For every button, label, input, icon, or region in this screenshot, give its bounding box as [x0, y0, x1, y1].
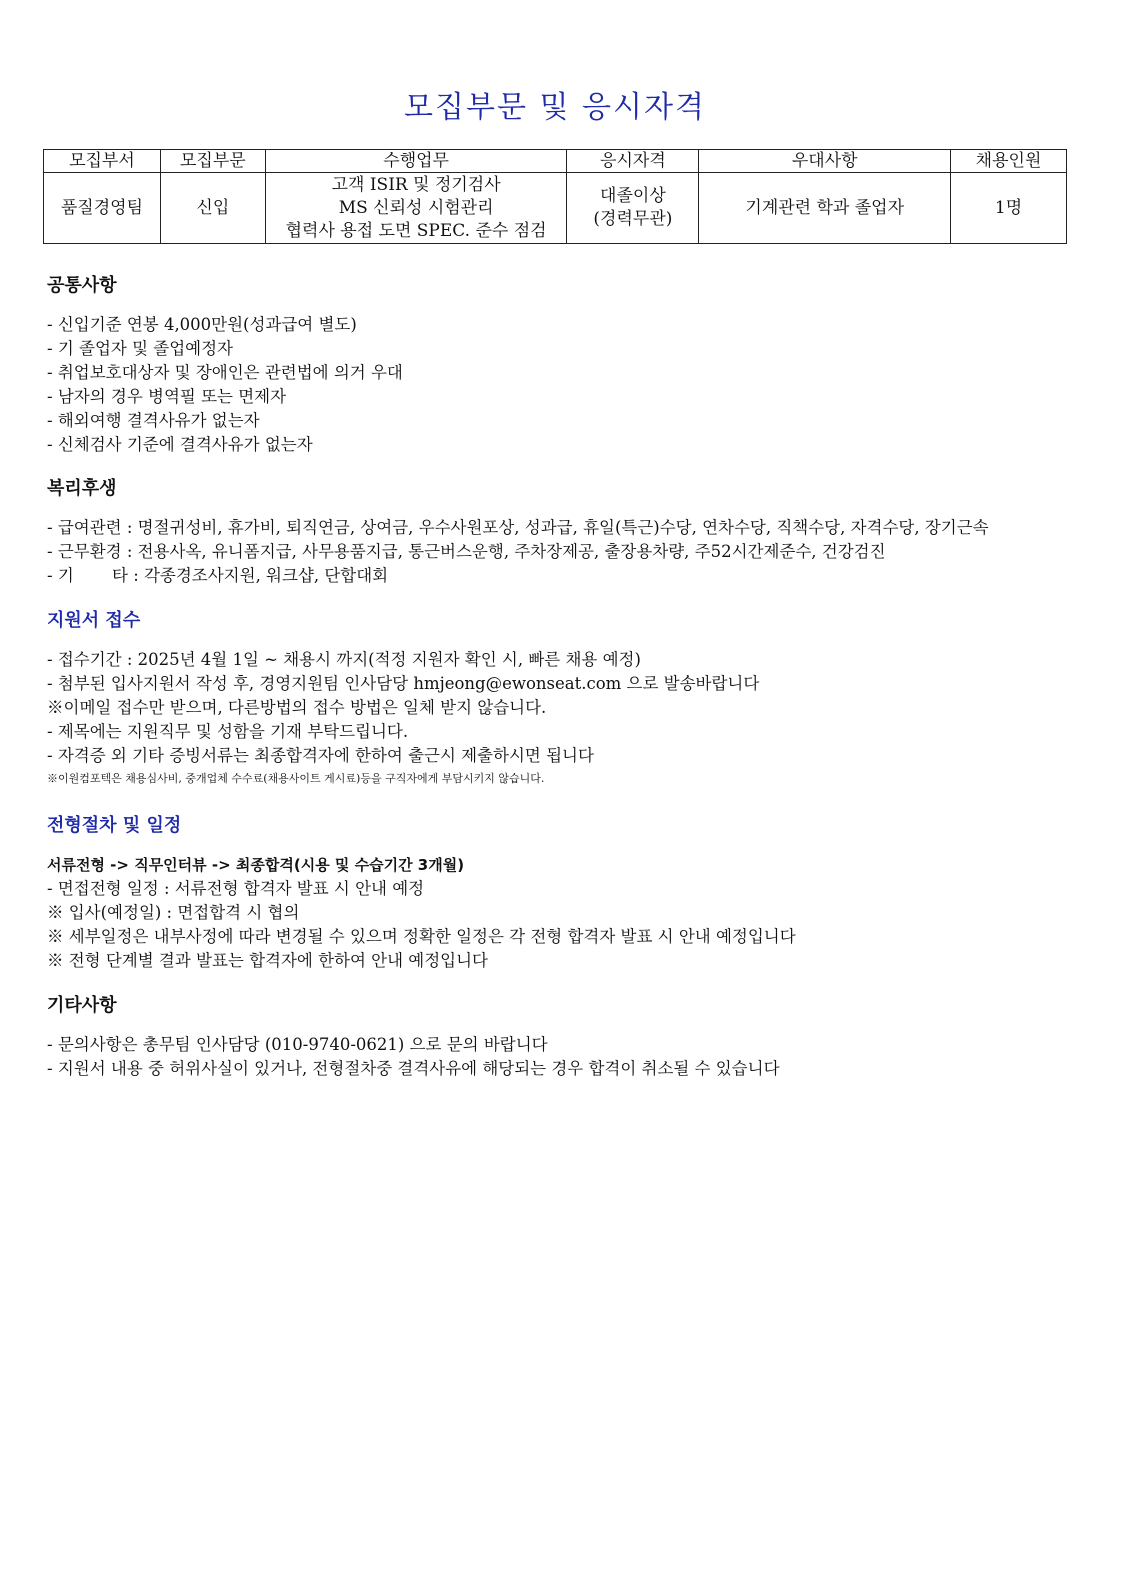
qualification-line: (경력무관): [593, 209, 673, 229]
section-title-apply: 지원서 접수: [47, 610, 141, 631]
list-item: - 기 졸업자 및 졸업예정자: [47, 339, 233, 358]
duty-line: 고객 ISIR 및 정기검사: [331, 174, 501, 195]
header-headcount: 채용인원: [951, 150, 1067, 173]
apply-note: ※이원컴포텍은 채용심사비, 중개업체 수수료(채용사이트 게시료)등을 구직자에게 부담시키지 않습니다.: [47, 772, 545, 785]
list-item: ※ 세부일정은 내부사정에 따라 변경될 수 있으며 정확한 일정은 각 전형 합격자 발표 시 안내 예정입니다: [47, 927, 796, 946]
list-item: ※ 전형 단계별 결과 발표는 합격자에 한하여 안내 예정입니다: [47, 951, 488, 970]
page-title: 모집부문 및 응시자격: [404, 90, 706, 125]
recruitment-table: [43, 149, 1067, 244]
list-item: ※ 입사(예정일) : 면접합격 시 협의: [47, 903, 300, 922]
header-dept: 모집부서: [44, 150, 161, 173]
cell-dept: 품질경영팀: [44, 173, 161, 244]
list-item: - 해외여행 결격사유가 없는자: [47, 411, 260, 430]
cell-headcount: 1명: [951, 173, 1067, 244]
list-item: - 기 타 : 각종경조사지원, 워크샵, 단합대회: [47, 566, 389, 585]
table-header-row: [44, 150, 1067, 173]
list-item: - 첨부된 입사지원서 작성 후, 경영지원팀 인사담당 hmjeong@ewonseat.com 으로 발송바랍니다: [47, 674, 760, 693]
section-title-welfare: 복리후생: [47, 478, 117, 499]
process-flow: 서류전형 -> 직무인터뷰 -> 최종합격(시용 및 수습기간 3개월): [47, 856, 465, 874]
list-item: - 문의사항은 총무팀 인사담당 (010-9740-0621) 으로 문의 바랍니다: [47, 1035, 548, 1054]
duty-line: MS 신뢰성 시험관리: [338, 197, 494, 218]
cell-type: 신입: [160, 173, 265, 244]
list-item: - 급여관련 : 명절귀성비, 휴가비, 퇴직연금, 상여금, 우수사원포상, 성과급, 휴일(특근)수당, 연차수당, 직책수당, 자격수당, 장기근속: [47, 518, 989, 537]
cell-duties: [265, 173, 567, 244]
section-apply: [47, 606, 1067, 790]
list-item: - 남자의 경우 병역필 또는 면제자: [47, 387, 287, 406]
list-item: - 면접전형 일정 : 서류전형 합격자 발표 시 안내 예정: [47, 879, 425, 898]
section-process: [47, 811, 1067, 973]
list-item: - 접수기간 : 2025년 4월 1일 ~ 채용시 까지(적정 지원자 확인 시, 빠른 채용 예정): [47, 650, 641, 669]
header-preference: 우대사항: [699, 150, 951, 173]
list-item: - 신체검사 기준에 결격사유가 없는자: [47, 435, 313, 454]
cell-qualification: [567, 173, 699, 244]
list-item: - 지원서 내용 중 허위사실이 있거나, 전형절차중 결격사유에 해당되는 경우 합격이 취소될 수 있습니다: [47, 1059, 780, 1078]
list-item: - 자격증 외 기타 증빙서류는 최종합격자에 한하여 출근시 제출하시면 됩니다: [47, 746, 594, 765]
list-item: - 취업보호대상자 및 장애인은 관련법에 의거 우대: [47, 363, 403, 382]
section-welfare: [47, 474, 1067, 588]
qualification-line: 대졸이상: [600, 186, 666, 206]
list-item: - 제목에는 지원직무 및 성함을 기재 부탁드립니다.: [47, 722, 409, 741]
list-item: - 신입기준 연봉 4,000만원(성과급여 별도): [47, 315, 357, 334]
section-title-etc: 기타사항: [47, 995, 117, 1016]
list-item: - 근무환경 : 전용사옥, 유니폼지급, 사무용품지급, 통근버스운행, 주차장제공, 출장용차량, 주52시간제준수, 건강검진: [47, 542, 886, 561]
section-common: [47, 271, 1067, 457]
list-item: ※이메일 접수만 받으며, 다른방법의 접수 방법은 일체 받지 않습니다.: [47, 698, 547, 717]
header-type: 모집부문: [160, 150, 265, 173]
header-qualification: 응시자격: [567, 150, 699, 173]
section-title-process: 전형절차 및 일정: [47, 815, 182, 836]
section-title-common: 공통사항: [47, 275, 117, 296]
table-row: [44, 173, 1067, 244]
section-etc: [47, 991, 1067, 1081]
cell-preference: 기계관련 학과 졸업자: [699, 173, 951, 244]
header-duties: 수행업무: [265, 150, 567, 173]
duty-line: 협력사 용접 도면 SPEC. 준수 점검: [285, 220, 547, 241]
